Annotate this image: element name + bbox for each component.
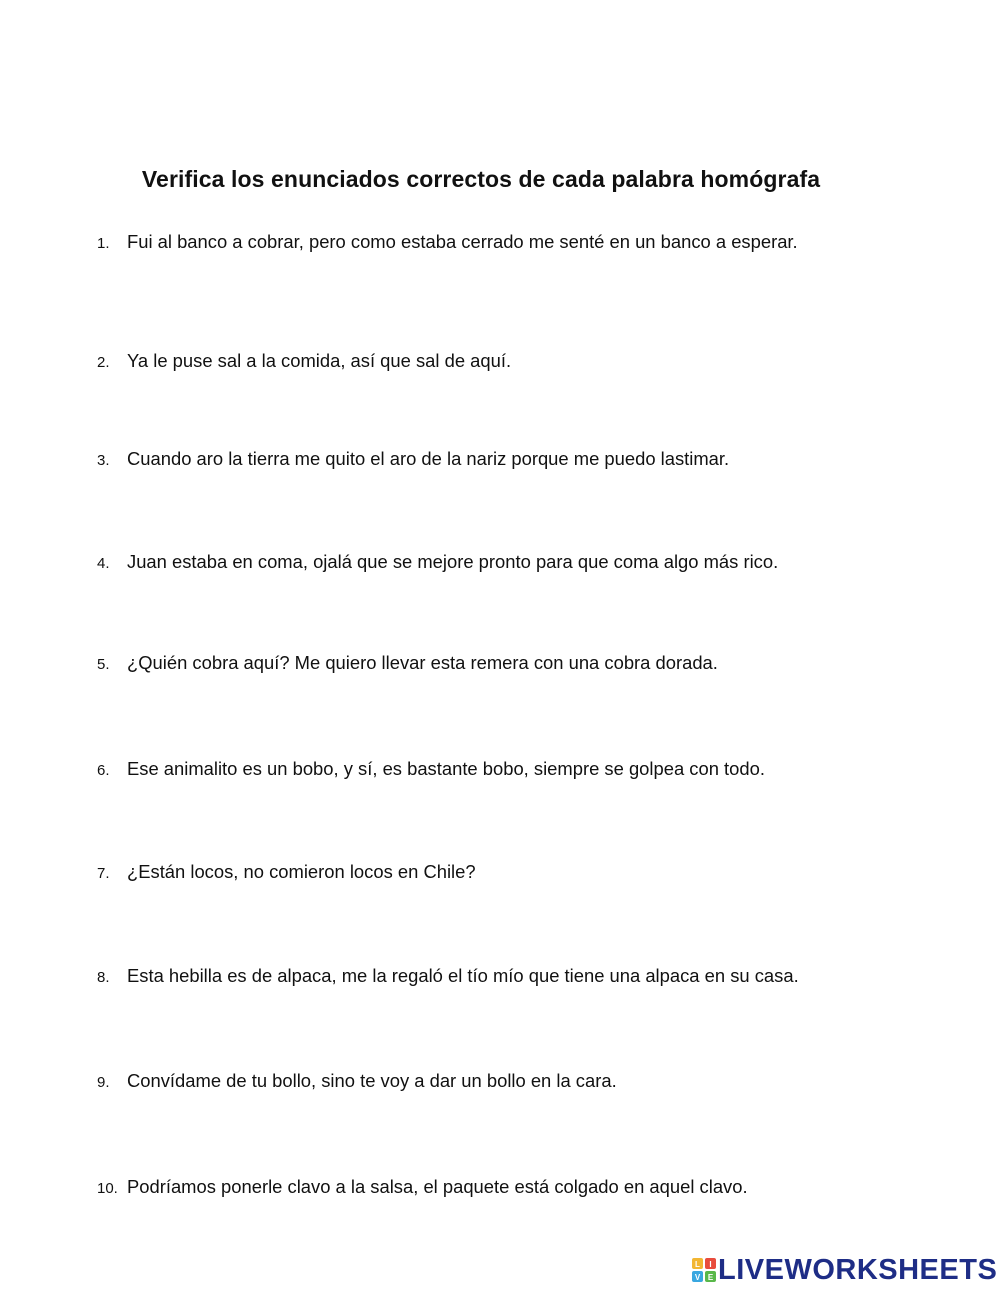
item-text: Convídame de tu bollo, sino te voy a dar un bollo en la cara.	[127, 1070, 617, 1091]
item-number: 9.	[97, 1074, 110, 1091]
item-text: Fui al banco a cobrar, pero como estaba cerrado me senté en un banco a esperar.	[127, 231, 798, 252]
item-text: ¿Están locos, no comieron locos en Chile?	[127, 861, 476, 882]
item-text: Cuando aro la tierra me quito el aro de la nariz porque me puedo lastimar.	[127, 448, 730, 469]
svg-text:I: I	[709, 1259, 712, 1269]
item-number: 1.	[97, 235, 110, 252]
item-number: 8.	[97, 969, 110, 986]
svg-text:V: V	[694, 1272, 701, 1282]
item-text: Juan estaba en coma, ojalá que se mejore pronto para que coma algo más rico.	[127, 551, 779, 572]
item-number: 5.	[97, 656, 110, 673]
list-item	[97, 964, 799, 988]
item-number: 7.	[97, 865, 110, 882]
list-item	[97, 651, 718, 675]
item-number: 4.	[97, 555, 110, 572]
item-number: 2.	[97, 354, 110, 371]
item-text: Podríamos ponerle clavo a la salsa, el paquete está colgado en aquel clavo.	[127, 1176, 748, 1197]
list-item	[97, 230, 798, 254]
item-number: 10.	[97, 1180, 118, 1197]
svg-text:L: L	[695, 1259, 700, 1269]
list-item	[97, 1175, 748, 1199]
svg-text:E: E	[707, 1272, 714, 1282]
item-text: ¿Quién cobra aquí? Me quiero llevar esta remera con una cobra dorada.	[127, 652, 718, 673]
item-text: Ya le puse sal a la comida, así que sal de aquí.	[127, 350, 512, 371]
liveworksheets-logo-text: LIVEWORKSHEETS	[718, 1254, 998, 1286]
item-number: 6.	[97, 762, 110, 779]
item-text: Esta hebilla es de alpaca, me la regaló el tío mío que tiene una alpaca en su casa.	[127, 965, 799, 986]
liveworksheets-logo-icon	[692, 1258, 716, 1282]
liveworksheets-logo	[692, 1256, 997, 1284]
list-item	[97, 447, 729, 471]
list-item	[97, 757, 765, 781]
list-item	[97, 349, 511, 373]
list-item	[97, 1069, 617, 1093]
worksheet-title: Verifica los enunciados correctos de cada palabra homógrafa	[141, 166, 821, 192]
item-text: Ese animalito es un bobo, y sí, es bastante bobo, siempre se golpea con todo.	[127, 758, 765, 779]
item-number: 3.	[97, 452, 110, 469]
list-item	[97, 860, 476, 884]
list-item	[97, 550, 778, 574]
